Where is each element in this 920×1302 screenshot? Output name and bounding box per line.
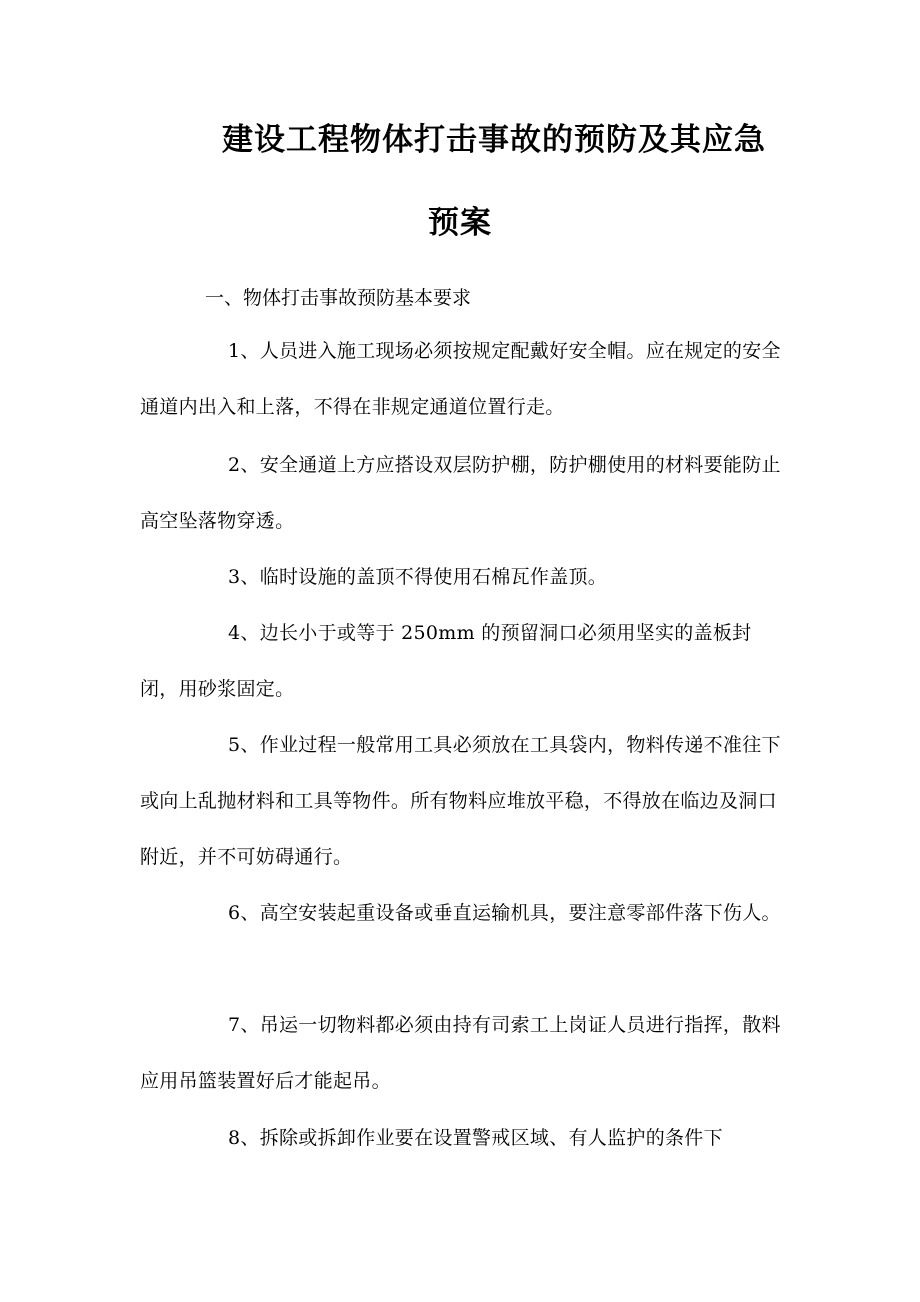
document-title-line-1: 建设工程物体打击事故的预防及其应急 [222, 122, 766, 158]
paragraph-1: 1、人员进入施工现场必须按规定配戴好安全帽。应在规定的安全通道内出入和上落，不得在非规定通道位置行走。 [140, 340, 781, 418]
paragraph-2: 2、安全通道上方应搭设双层防护棚，防护棚使用的材料要能防止高空坠落物穿透。 [140, 454, 781, 532]
paragraph-5: 5、作业过程一般常用工具必须放在工具袋内，物料传递不准往下或向上乱抛材料和工具等物件。所有物料应堆放平稳，不得放在临边及洞口附近，并不可妨碍通行。 [140, 734, 781, 868]
section-heading: 一、物体打击事故预防基本要求 [205, 287, 472, 309]
paragraph-8: 8、拆除或拆卸作业要在设置警戒区域、有人监护的条件下 [228, 1127, 723, 1149]
document-title-line-2: 预案 [428, 205, 492, 241]
paragraph-7: 7、吊运一切物料都必须由持有司索工上岗证人员进行指挥，散料应用吊篮装置好后才能起吊。 [140, 1014, 781, 1092]
paragraph-3: 3、临时设施的盖顶不得使用石棉瓦作盖顶。 [228, 566, 608, 588]
paragraph-4: 4、边长小于或等于 250mm 的预留洞口必须用坚实的盖板封闭，用砂浆固定。 [140, 622, 752, 700]
paragraph-6: 6、高空安装起重设备或垂直运输机具，要注意零部件落下伤人。 [228, 902, 781, 924]
